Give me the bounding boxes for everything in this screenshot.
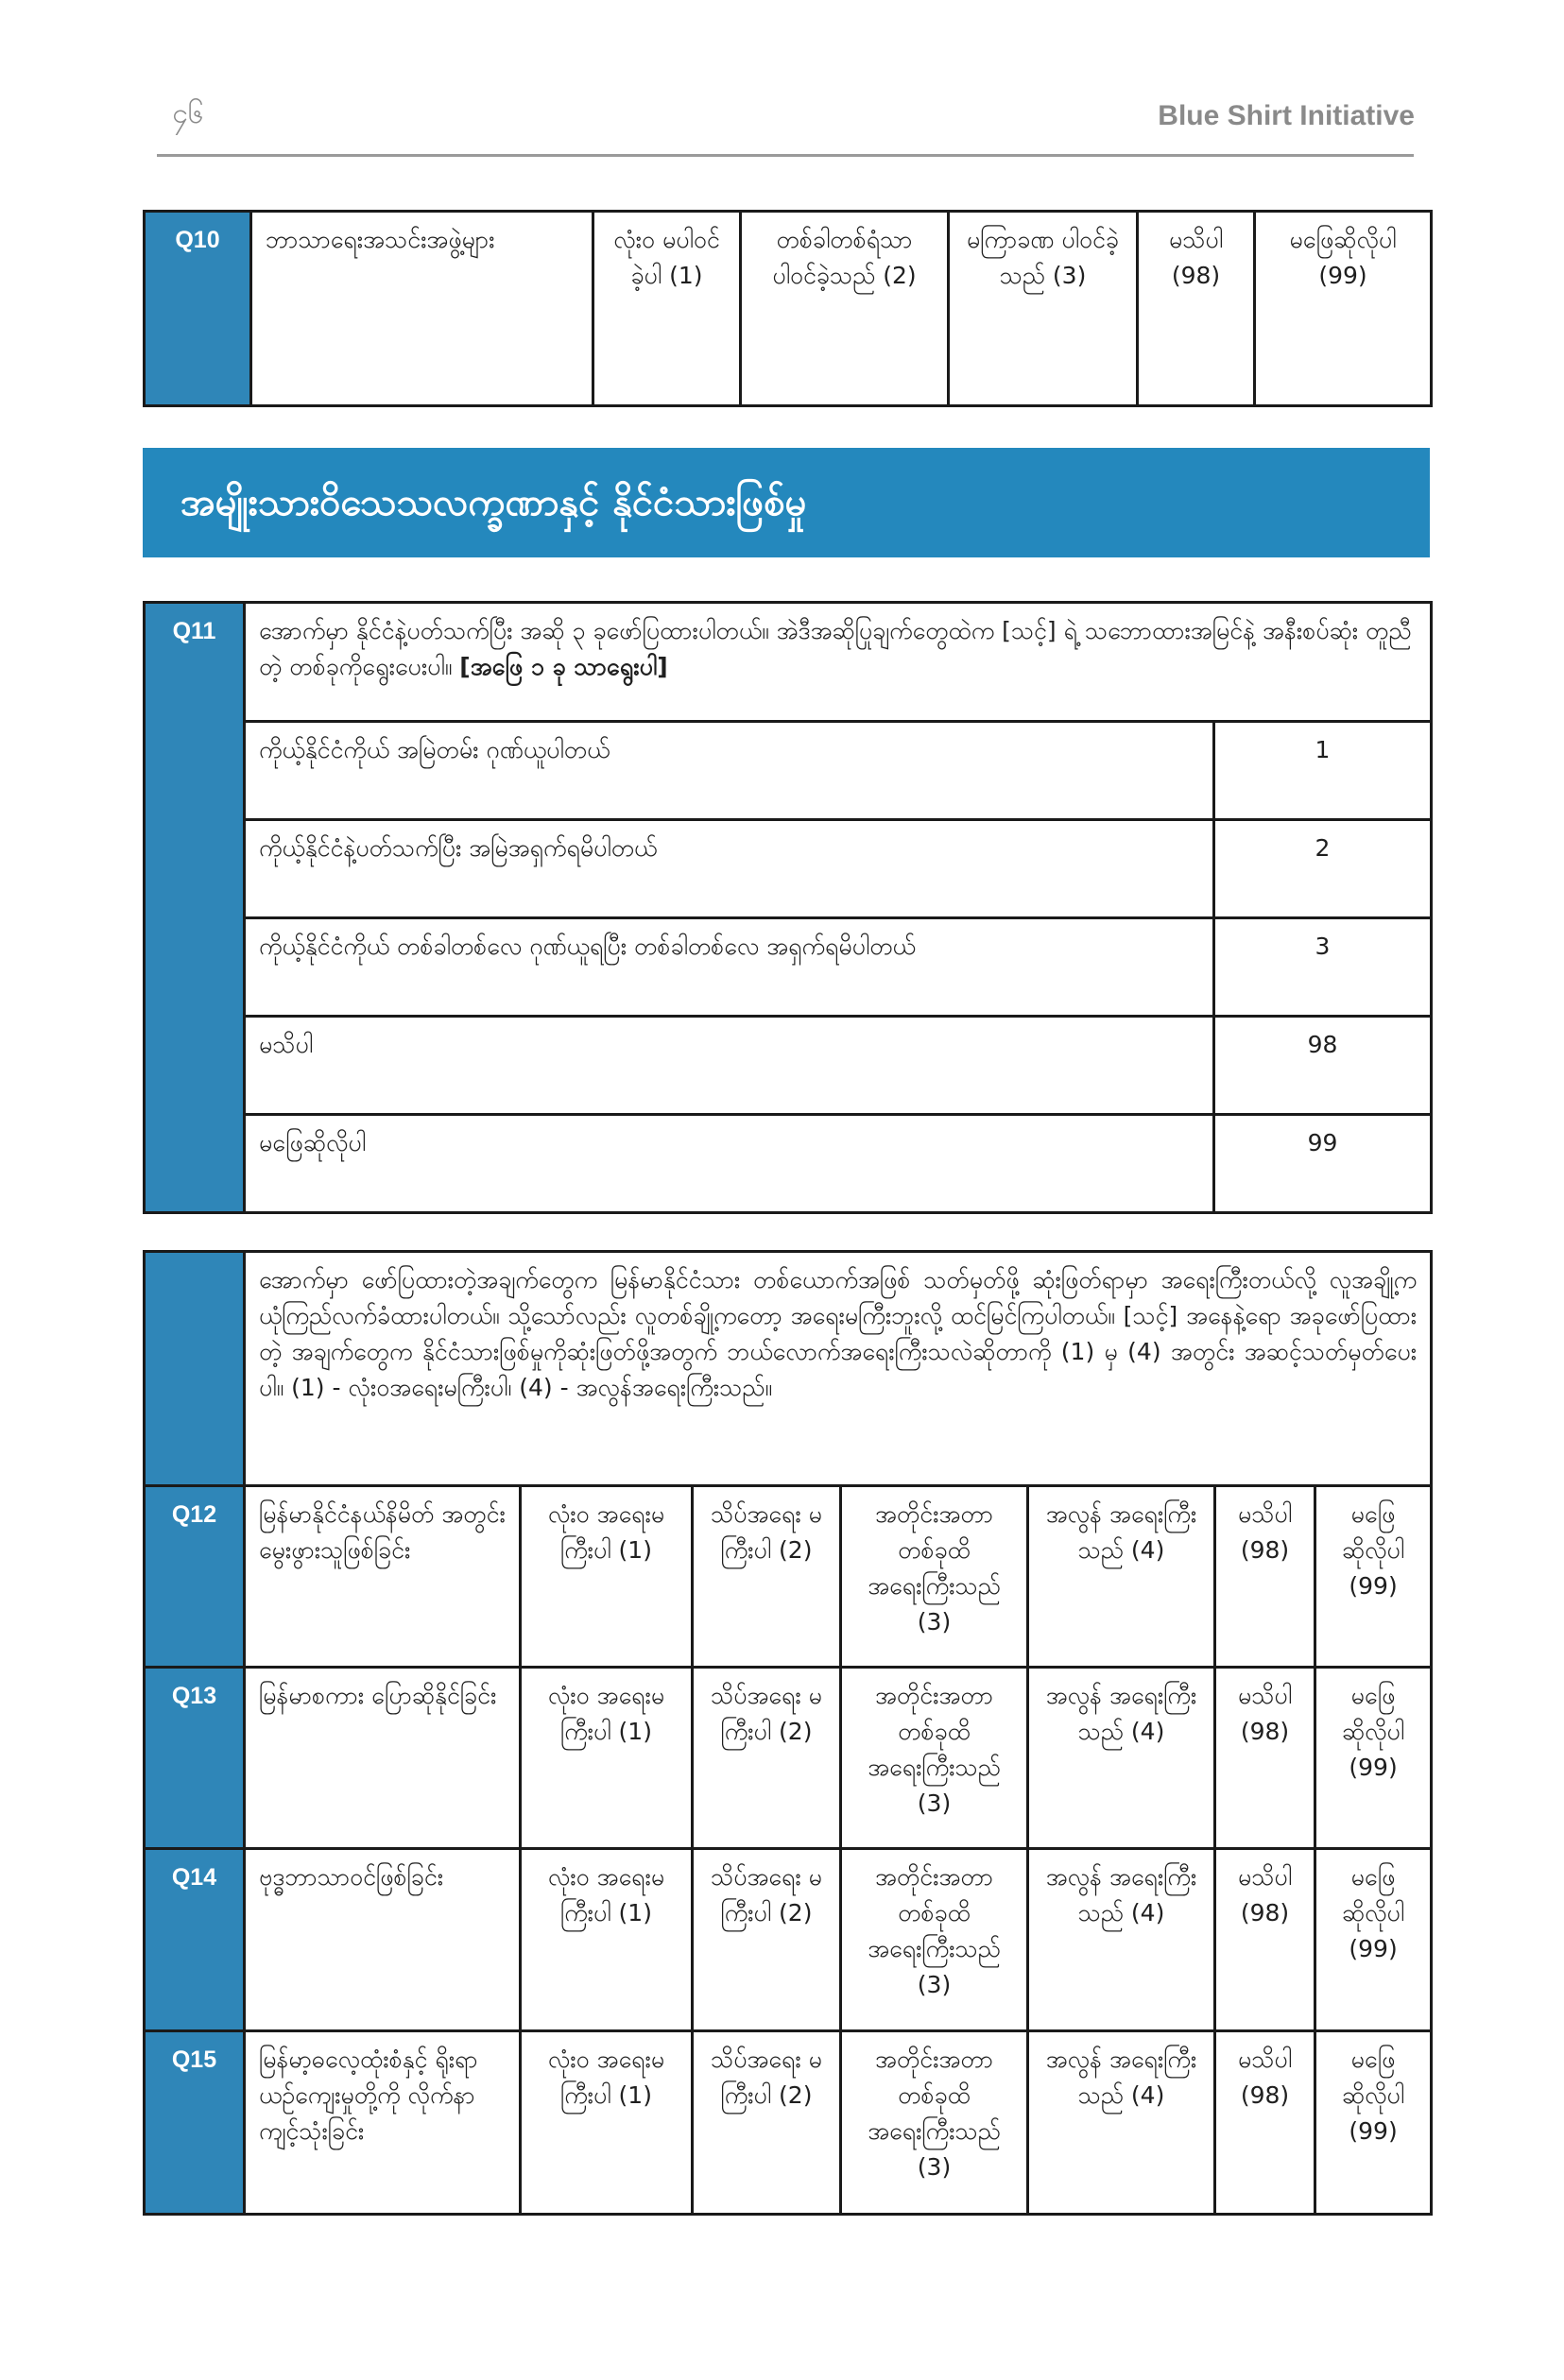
scale-option[interactable]: အတိုင်းအတာ တစ်ခုထိ အရေးကြီးသည် (3)	[841, 1668, 1028, 1849]
question-id: Q15	[145, 2031, 245, 2215]
section-title: အမျိုးသားဝိသေသလက္ခဏာနှင့် နိုင်ငံသားဖြစ်မှု	[180, 481, 807, 524]
scale-option[interactable]: သိပ်အရေး မကြီးပါ (2)	[693, 1668, 841, 1849]
question-text	[245, 603, 1432, 722]
option-text: ကိုယ့်နိုင်ငံကိုယ် အမြဲတမ်း ဂုဏ်ယူပါတယ်	[245, 722, 1214, 820]
scale-option[interactable]: သိပ်အရေး မကြီးပါ (2)	[693, 1486, 841, 1668]
scale-option[interactable]: အလွန် အရေးကြီးသည် (4)	[1028, 1486, 1215, 1668]
intro-spacer	[145, 1252, 245, 1486]
question-id: Q13	[145, 1668, 245, 1849]
header-rule	[157, 154, 1414, 157]
scale-option[interactable]: မဖြေ ဆိုလိုပါ (99)	[1315, 1849, 1432, 2031]
scale-option[interactable]: အလွန် အရေးကြီးသည် (4)	[1028, 2031, 1215, 2215]
scale-option[interactable]: မသိပါ (98)	[1215, 1849, 1315, 2031]
scale-option[interactable]: လုံးဝ အရေးမကြီးပါ (1)	[521, 1849, 693, 2031]
question-id: Q14	[145, 1849, 245, 2031]
page-number: ၄၆	[172, 97, 204, 130]
intro-text: အောက်မှာ ဖော်ပြထားတဲ့အချက်တွေက မြန်မာနိုင်ငံသား တစ်ယောက်အဖြစ် သတ်မှတ်ဖို့ ဆုံးဖြတ်ရာမှာ အရေးကြီးတယ်လို့ လူအချို့က ယုံကြည်လက်ခံထားပါတယ်။ သို့သော်လည်း လူတစ်ချို့ကတော့ အရေးမကြီးဘူးလို့ ထင်မြင်ကြပါတယ်။ [သင့်] အနေနဲ့ရော အခုဖော်ပြထားတဲ့ အချက်တွေက နိုင်ငံသားဖြစ်မှုကိုဆုံးဖြတ်ဖို့အတွက် ဘယ်လောက်အရေးကြီးသလဲဆိုတာကို (1) မှ (4) အတွင်း အဆင့်သတ်မှတ်ပေးပါ။ (1) - လုံးဝအရေးမကြီးပါ၊ (4) - အလွန်အရေးကြီးသည်။	[245, 1252, 1432, 1486]
answer-option[interactable]: လုံးဝ မပါဝင်ခဲ့ပါ (1)	[593, 212, 741, 406]
scale-option[interactable]: မသိပါ (98)	[1215, 2031, 1315, 2215]
scale-option[interactable]: အတိုင်းအတာ တစ်ခုထိ အရေးကြီးသည် (3)	[841, 1849, 1028, 2031]
option-text: မသိပါ	[245, 1017, 1214, 1115]
scale-option[interactable]: လုံးဝ အရေးမကြီးပါ (1)	[521, 2031, 693, 2215]
question-label: ဗုဒ္ဓဘာသာဝင်ဖြစ်ခြင်း	[245, 1849, 521, 2031]
importance-table	[143, 1250, 1433, 2216]
answer-instruction: [အဖြေ ၁ ခု သာရွေးပါ]	[459, 653, 668, 680]
question-body: အောက်မှာ နိုင်ငံနဲ့ပတ်သက်ပြီး အဆို ၃ ခုဖော်ပြထားပါတယ်။ အဲဒီအဆိုပြုချက်တွေထဲက [သင့်] ရဲ့ သဘောထားအမြင်နဲ့ အနီးစပ်ဆုံး တူညီတဲ့ တစ်ခုကိုရွေးပေးပါ။	[259, 617, 1412, 680]
scale-option[interactable]: မဖြေ ဆိုလိုပါ (99)	[1315, 1486, 1432, 1668]
answer-option[interactable]: မကြာခဏ ပါဝင်ခဲ့သည် (3)	[949, 212, 1138, 406]
q11-table	[143, 601, 1433, 1214]
scale-option[interactable]: အတိုင်းအတာ တစ်ခုထိ အရေးကြီးသည် (3)	[841, 2031, 1028, 2215]
question-label: မြန်မာ့ဓလေ့ထုံးစံနှင့် ရိုးရာယဉ်ကျေးမှုတို့ကို လိုက်နာကျင့်သုံးခြင်း	[245, 2031, 521, 2215]
option-text: ကိုယ့်နိုင်ငံကိုယ် တစ်ခါတစ်လေ ဂုဏ်ယူရပြီး တစ်ခါတစ်လေ အရှက်ရမိပါတယ်	[245, 918, 1214, 1017]
option-code[interactable]: 1	[1214, 722, 1432, 820]
option-text: ကိုယ့်နိုင်ငံနဲ့ပတ်သက်ပြီး အမြဲအရှက်ရမိပါတယ်	[245, 820, 1214, 918]
scale-option[interactable]: သိပ်အရေး မကြီးပါ (2)	[693, 2031, 841, 2215]
scale-option[interactable]: မသိပါ (98)	[1215, 1668, 1315, 1849]
option-code[interactable]: 98	[1214, 1017, 1432, 1115]
option-text: မဖြေဆိုလိုပါ	[245, 1115, 1214, 1213]
question-id: Q12	[145, 1486, 245, 1668]
scale-option[interactable]: သိပ်အရေး မကြီးပါ (2)	[693, 1849, 841, 2031]
q10-table	[143, 210, 1433, 407]
section-banner	[143, 448, 1430, 557]
question-label: ဘာသာရေးအသင်းအဖွဲ့များ	[251, 212, 593, 406]
option-code[interactable]: 3	[1214, 918, 1432, 1017]
option-code[interactable]: 99	[1214, 1115, 1432, 1213]
answer-option[interactable]: တစ်ခါတစ်ရံသာ ပါဝင်ခဲ့သည် (2)	[741, 212, 949, 406]
scale-option[interactable]: အလွန် အရေးကြီးသည် (4)	[1028, 1849, 1215, 2031]
question-id: Q11	[145, 603, 245, 1213]
scale-option[interactable]: အတိုင်းအတာ တစ်ခုထိ အရေးကြီးသည် (3)	[841, 1486, 1028, 1668]
question-label: မြန်မာနိုင်ငံနယ်နိမိတ် အတွင်း မွေးဖွားသူဖြစ်ခြင်း	[245, 1486, 521, 1668]
question-id: Q10	[145, 212, 251, 406]
scale-option[interactable]: အလွန် အရေးကြီးသည် (4)	[1028, 1668, 1215, 1849]
scale-option[interactable]: မသိပါ (98)	[1215, 1486, 1315, 1668]
option-code[interactable]: 2	[1214, 820, 1432, 918]
question-label: မြန်မာစကား ပြောဆိုနိုင်ခြင်း	[245, 1668, 521, 1849]
scale-option[interactable]: မဖြေ ဆိုလိုပါ (99)	[1315, 2031, 1432, 2215]
scale-option[interactable]: မဖြေ ဆိုလိုပါ (99)	[1315, 1668, 1432, 1849]
scale-option[interactable]: လုံးဝ အရေးမကြီးပါ (1)	[521, 1486, 693, 1668]
publisher-brand: Blue Shirt Initiative	[1158, 100, 1415, 131]
answer-option[interactable]: မသိပါ (98)	[1138, 212, 1255, 406]
scale-option[interactable]: လုံးဝ အရေးမကြီးပါ (1)	[521, 1668, 693, 1849]
answer-option[interactable]: မဖြေဆိုလိုပါ (99)	[1255, 212, 1432, 406]
